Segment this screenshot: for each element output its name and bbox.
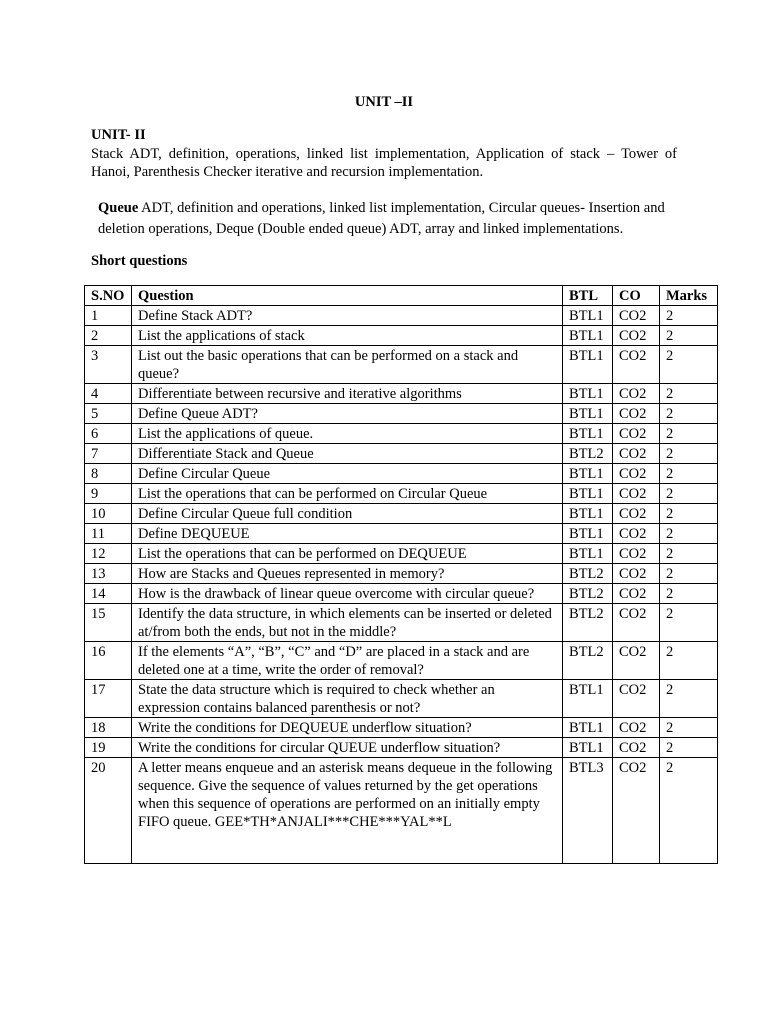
cell-marks: 2: [660, 384, 718, 404]
cell-btl: BTL1: [563, 504, 613, 524]
cell-question: Differentiate Stack and Queue: [132, 444, 563, 464]
cell-sno: 14: [85, 584, 132, 604]
table-row: [85, 404, 718, 424]
cell-co: CO2: [613, 584, 660, 604]
cell-marks: 2: [660, 680, 718, 718]
short-questions-heading: Short questions: [91, 253, 188, 269]
cell-sno: 19: [85, 738, 132, 758]
cell-sno: 9: [85, 484, 132, 504]
table-row: [85, 306, 718, 326]
cell-marks: 2: [660, 584, 718, 604]
table-row: [85, 718, 718, 738]
cell-question: Define Circular Queue: [132, 464, 563, 484]
cell-btl: BTL1: [563, 544, 613, 564]
header-co: CO: [613, 286, 660, 306]
cell-btl: BTL1: [563, 484, 613, 504]
cell-sno: 16: [85, 642, 132, 680]
cell-marks: 2: [660, 524, 718, 544]
cell-question: Differentiate between recursive and iterative algorithms: [132, 384, 563, 404]
cell-question: How are Stacks and Queues represented in memory?: [132, 564, 563, 584]
cell-marks: 2: [660, 444, 718, 464]
cell-sno: 17: [85, 680, 132, 718]
cell-co: CO2: [613, 306, 660, 326]
cell-marks: 2: [660, 564, 718, 584]
cell-question: Define DEQUEUE: [132, 524, 563, 544]
cell-sno: 13: [85, 564, 132, 584]
cell-btl: BTL1: [563, 384, 613, 404]
cell-marks: 2: [660, 326, 718, 346]
table-row: [85, 680, 718, 718]
unit-heading: UNIT- II: [91, 127, 146, 143]
table-row: [85, 738, 718, 758]
cell-marks: 2: [660, 404, 718, 424]
cell-sno: 15: [85, 604, 132, 642]
cell-btl: BTL1: [563, 524, 613, 544]
table-header-row: [85, 286, 718, 306]
table-row: [85, 524, 718, 544]
cell-question: List the applications of stack: [132, 326, 563, 346]
cell-btl: BTL2: [563, 444, 613, 464]
cell-btl: BTL1: [563, 718, 613, 738]
header-question: Question: [132, 286, 563, 306]
cell-btl: BTL2: [563, 642, 613, 680]
cell-sno: 3: [85, 346, 132, 384]
cell-co: CO2: [613, 346, 660, 384]
cell-sno: 18: [85, 718, 132, 738]
cell-question: How is the drawback of linear queue overcome with circular queue?: [132, 584, 563, 604]
cell-sno: 7: [85, 444, 132, 464]
cell-sno: 20: [85, 758, 132, 864]
table-row: [85, 604, 718, 642]
cell-co: CO2: [613, 544, 660, 564]
cell-marks: 2: [660, 758, 718, 864]
cell-co: CO2: [613, 718, 660, 738]
cell-btl: BTL2: [563, 564, 613, 584]
header-sno: S.NO: [85, 286, 132, 306]
cell-marks: 2: [660, 424, 718, 444]
cell-question: Write the conditions for DEQUEUE underflow situation?: [132, 718, 563, 738]
table-row: [85, 444, 718, 464]
page-title: UNIT –II: [354, 94, 414, 110]
unit-description-queue: [98, 198, 678, 240]
table-row: [85, 326, 718, 346]
cell-sno: 5: [85, 404, 132, 424]
cell-marks: 2: [660, 544, 718, 564]
cell-marks: 2: [660, 464, 718, 484]
cell-sno: 12: [85, 544, 132, 564]
cell-btl: BTL1: [563, 326, 613, 346]
table-row: [85, 584, 718, 604]
cell-marks: 2: [660, 484, 718, 504]
cell-marks: 2: [660, 642, 718, 680]
cell-co: CO2: [613, 524, 660, 544]
questions-table: [84, 285, 718, 864]
cell-question: Define Stack ADT?: [132, 306, 563, 326]
cell-co: CO2: [613, 604, 660, 642]
cell-question: A letter means enqueue and an asterisk means dequeue in the following sequence. Give the sequence of values returned by the get operations when this sequence of operations are performed on an initially empty FIFO queue. GEE*TH*ANJALI***CHE***YAL**L: [132, 758, 563, 864]
cell-btl: BTL1: [563, 680, 613, 718]
cell-btl: BTL1: [563, 346, 613, 384]
cell-btl: BTL1: [563, 424, 613, 444]
cell-question: List the applications of queue.: [132, 424, 563, 444]
cell-marks: 2: [660, 306, 718, 326]
queue-description-text: ADT, definition and operations, linked list implementation, Circular queues- Insertion and deletion operations, Deque (Double ended queue) ADT, array and linked implementations.: [98, 200, 665, 237]
cell-btl: BTL1: [563, 306, 613, 326]
cell-sno: 8: [85, 464, 132, 484]
cell-question: If the elements “A”, “B”, “C” and “D” are placed in a stack and are deleted one at a time, write the order of removal?: [132, 642, 563, 680]
cell-co: CO2: [613, 384, 660, 404]
cell-question: List the operations that can be performed on Circular Queue: [132, 484, 563, 504]
cell-btl: BTL1: [563, 464, 613, 484]
header-btl: BTL: [563, 286, 613, 306]
cell-co: CO2: [613, 680, 660, 718]
cell-co: CO2: [613, 504, 660, 524]
cell-marks: 2: [660, 346, 718, 384]
cell-question: Define Circular Queue full condition: [132, 504, 563, 524]
cell-sno: 11: [85, 524, 132, 544]
cell-btl: BTL1: [563, 404, 613, 424]
cell-btl: BTL2: [563, 584, 613, 604]
table-row: [85, 758, 718, 864]
cell-marks: 2: [660, 718, 718, 738]
cell-marks: 2: [660, 604, 718, 642]
cell-co: CO2: [613, 758, 660, 864]
cell-marks: 2: [660, 738, 718, 758]
cell-co: CO2: [613, 464, 660, 484]
cell-co: CO2: [613, 642, 660, 680]
table-body: [85, 306, 718, 864]
table-row: [85, 484, 718, 504]
cell-sno: 10: [85, 504, 132, 524]
table-row: [85, 544, 718, 564]
table-row: [85, 384, 718, 404]
cell-btl: BTL2: [563, 604, 613, 642]
header-marks: Marks: [660, 286, 718, 306]
unit-description-stack: Stack ADT, definition, operations, linked list implementation, Application of stack – Tower of Hanoi, Parenthesis Checker iterative and recursion implementation.: [91, 146, 677, 180]
cell-co: CO2: [613, 444, 660, 464]
cell-question: Write the conditions for circular QUEUE underflow situation?: [132, 738, 563, 758]
cell-sno: 6: [85, 424, 132, 444]
cell-co: CO2: [613, 564, 660, 584]
cell-btl: BTL1: [563, 738, 613, 758]
cell-question: Identify the data structure, in which elements can be inserted or deleted at/from both the ends, but not in the middle?: [132, 604, 563, 642]
table-row: [85, 642, 718, 680]
cell-marks: 2: [660, 504, 718, 524]
cell-btl: BTL3: [563, 758, 613, 864]
table-row: [85, 504, 718, 524]
cell-co: CO2: [613, 424, 660, 444]
cell-sno: 4: [85, 384, 132, 404]
cell-co: CO2: [613, 326, 660, 346]
cell-sno: 1: [85, 306, 132, 326]
table-row: [85, 346, 718, 384]
cell-question: List the operations that can be performed on DEQUEUE: [132, 544, 563, 564]
cell-co: CO2: [613, 738, 660, 758]
queue-lead-word: Queue: [98, 200, 139, 216]
table-row: [85, 564, 718, 584]
cell-question: Define Queue ADT?: [132, 404, 563, 424]
table-row: [85, 424, 718, 444]
cell-question: List out the basic operations that can be performed on a stack and queue?: [132, 346, 563, 384]
cell-sno: 2: [85, 326, 132, 346]
cell-co: CO2: [613, 404, 660, 424]
cell-co: CO2: [613, 484, 660, 504]
cell-question: State the data structure which is required to check whether an expression contains balanced parenthesis or not?: [132, 680, 563, 718]
table-row: [85, 464, 718, 484]
